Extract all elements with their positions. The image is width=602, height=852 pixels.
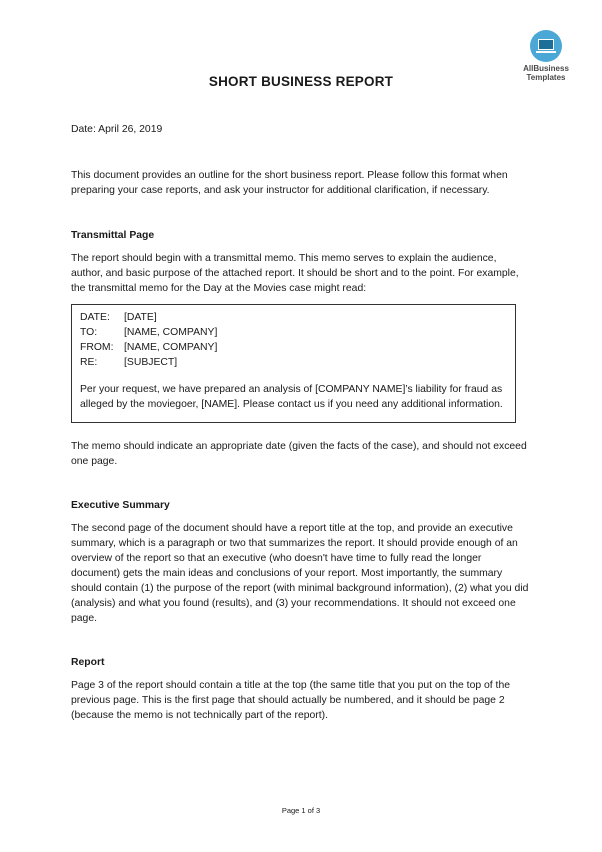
logo-line-1: AllBusiness — [523, 64, 569, 73]
page-number: Page 1 of 3 — [281, 806, 321, 815]
executive-summary-paragraph: The second page of the document should have a report title at the top, and provide an executive summary, which is a paragraph or two that summarizes the report. It should provide enough of an overview of the report so that an executive (who doesn't have time to fully read the longer document) gets the main ideas and conclusions of your report. Most importantly, the summary should contain (1) the purpose of the report (with minimal background information), (2) what you did (analysis) and what you found (results), and (3) your recommendations. It should not exceed one page. — [71, 523, 529, 624]
memo-row-date — [80, 310, 157, 325]
memo-key: TO: — [80, 327, 98, 338]
memo-value: [NAME, COMPANY] — [124, 342, 218, 353]
transmittal-paragraph: The report should begin with a transmittal memo. This memo serves to explain the audience, author, and basic purpose of the attached report. It should be short and to the point. For example, the transmittal memo for the Day at the Movies case might read: — [71, 253, 519, 294]
intro-paragraph: This document provides an outline for the short business report. Please follow this format when preparing your case reports, and ask your instructor for additional clarification, if necessary. — [71, 170, 508, 196]
sample-memo-box — [71, 304, 516, 423]
transmittal-heading: Transmittal Page — [71, 230, 155, 241]
report-heading: Report — [71, 657, 105, 668]
memo-key: DATE: — [80, 312, 110, 323]
memo-key: RE: — [80, 357, 98, 368]
memo-value: [SUBJECT] — [124, 357, 178, 368]
executive-summary-heading: Executive Summary — [71, 500, 170, 511]
memo-value: [NAME, COMPANY] — [124, 327, 218, 338]
memo-value: [DATE] — [124, 312, 157, 323]
memo-body: Per your request, we have prepared an analysis of [COMPANY NAME]’s liability for fraud as alleged by the moviegoer, [NAME]. Please contact us if you need any additional information. — [80, 384, 503, 410]
memo-key: FROM: — [80, 342, 114, 353]
logo-line-2: Templates — [526, 73, 566, 82]
date-line: Date: April 26, 2019 — [71, 124, 163, 135]
memo-row-to — [80, 325, 217, 340]
memo-row-from — [80, 340, 217, 355]
document-title: SHORT BUSINESS REPORT — [208, 74, 394, 89]
laptop-icon — [530, 30, 562, 62]
transmittal-after-paragraph: The memo should indicate an appropriate date (given the facts of the case), and should not exceed one page. — [71, 441, 527, 467]
memo-row-re — [80, 355, 177, 370]
report-paragraph: Page 3 of the report should contain a title at the top (the same title that you put on the top of the previous page. This is the first page that should actually be numbered, and it should be page 2 (because the memo is not technically part of the report). — [71, 680, 511, 721]
